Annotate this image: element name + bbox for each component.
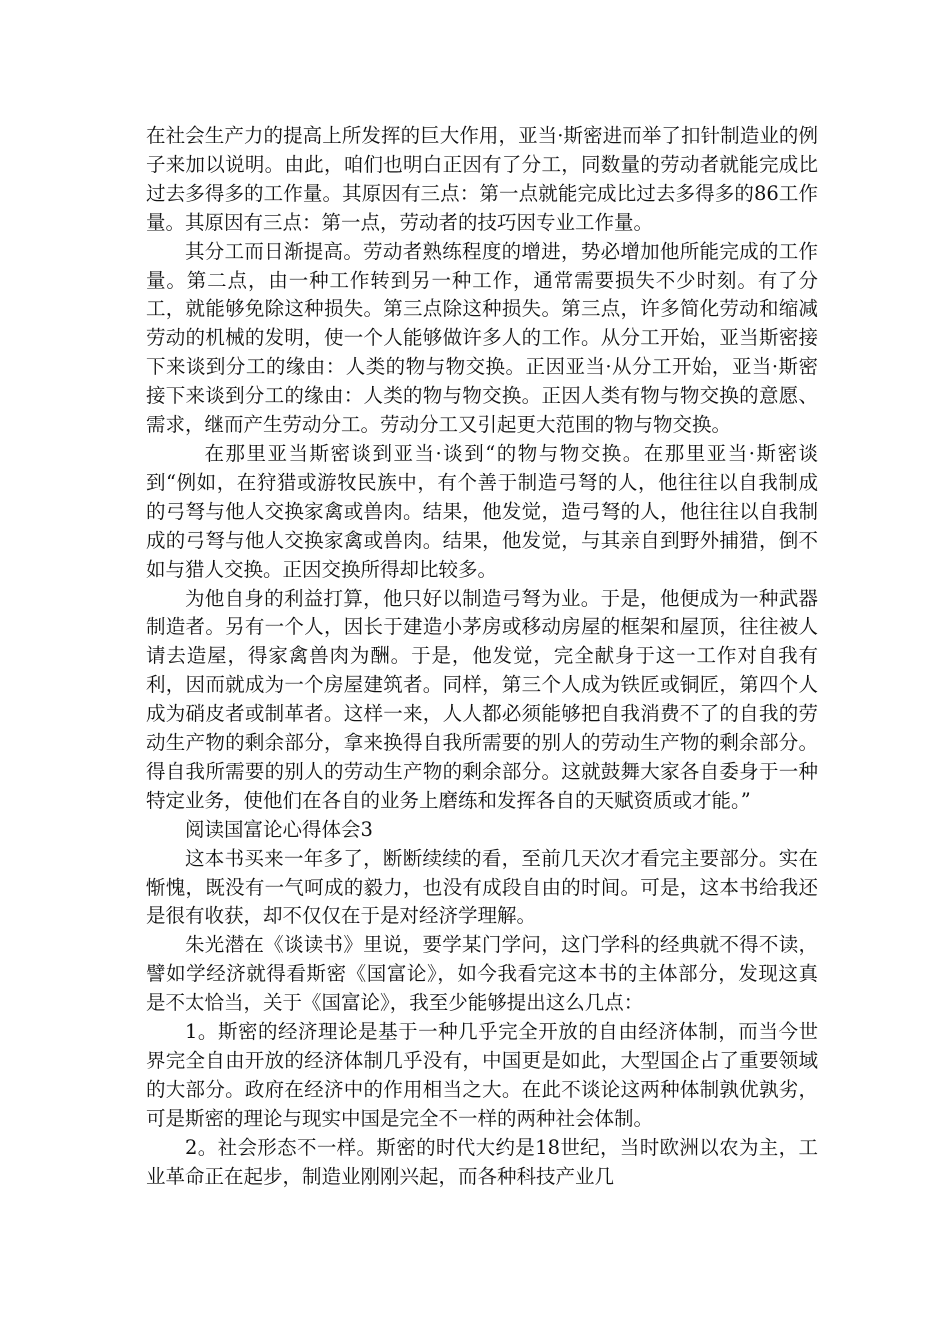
paragraph-division-benefits: 其分工而日渐提高。劳动者熟练程度的增进，势必增加他所能完成的工作量。第二点，由一种工作转到另一种工作，通常需要损失不少时刻。有了分工，就能够免除这种损失。第三点除这种损失。第三点，许多简化劳动和缩减劳动的机械的发明，使一个人能够做许多人的工作。从分工开始，亚当斯密接下来谈到分工的缘由：人类的物与物交换。正因亚当·从分工开始，亚当·斯密接下来谈到分工的缘由：人类的物与物交换。正因人类有物与物交换的意愿、需求，继而产生劳动分工。劳动分工又引起更大范围的物与物交换。 [146,239,818,437]
list-item-point-1: 1。斯密的经济理论是基于一种几乎完全开放的自由经济体制，而当今世界完全自由开放的经济体制几乎没有，中国更是如此，大型国企占了重要领域的大部分。政府在经济中的作用相当之大。在此不谈论这两种体制孰优孰劣，可是斯密的理论与现实中国是完全不一样的两种社会体制。 [146,1020,818,1130]
section-heading: 阅读国富论心得体会3 [185,817,373,841]
paragraph-reading-experience: 这本书买来一年多了，断断续续的看，至前几天次才看完主要部分。实在惭愧，既没有一气呵成的毅力，也没有成段自由的时间。可是，这本书给我还是很有收获，却不仅仅在于是对经济学理解。 [146,846,818,928]
document-body [146,122,818,1192]
paragraph-zhu-guangqian: 朱光潜在《谈读书》里说，要学某门学问，这门学科的经典就不得不读，譬如学经济就得看斯密《国富论》，如今我看完这本书的主体部分，发现这真是不太恰当，关于《国富论》，我至少能够提出这么几点： [146,933,818,1015]
paragraph-bow-maker-example: 在那里亚当斯密谈到亚当·谈到“的物与物交换。在那里亚当·斯密谈到“例如，在狩猎或游牧民族中，有个善于制造弓弩的人，他往往以自我制成的弓弩与他人交换家禽或兽肉。结果，他发觉，造弓弩的人，他往往以自我制成的弓弩与他人交换家禽或兽肉。结果，他发觉，与其亲自到野外捕猎，倒不如与猎人交换。正因交换所得却比较多。 [146,441,818,581]
list-item-point-2: 2。社会形态不一样。斯密的时代大约是18世纪，当时欧洲以农为主，工业革命正在起步，制造业刚刚兴起，而各种科技产业几 [146,1135,818,1188]
paragraph-division-of-labor-intro: 在社会生产力的提高上所发挥的巨大作用，亚当·斯密进而举了扣针制造业的例子来加以说明。由此，咱们也明白正因有了分工，同数量的劳动者就能完成比过去多得多的工作量。其原因有三点：第一点就能完成比过去多得多的86工作量。其原因有三点：第一点，劳动者的技巧因专业工作量。 [146,124,818,234]
paragraph-specialization: 为他自身的利益打算，他只好以制造弓弩为业。于是，他便成为一种武器制造者。另有一个人，因长于建造小茅房或移动房屋的框架和屋顶，往往被人请去造屋，得家禽兽肉为酬。于是，他发觉，完全献身于这一工作对自我有利，因而就成为一个房屋建筑者。同样，第三个人成为铁匠或铜匠，第四个人成为硝皮者或制革者。这样一来，人人都必须能够把自我消费不了的自我的劳动生产物的剩余部分，拿来换得自我所需要的别人的劳动生产物的剩余部分。得自我所需要的别人的劳动生产物的剩余部分。这就鼓舞大家各自委身于一种特定业务，使他们在各自的业务上磨练和发挥各自的天赋资质或才能。” [146,586,818,812]
